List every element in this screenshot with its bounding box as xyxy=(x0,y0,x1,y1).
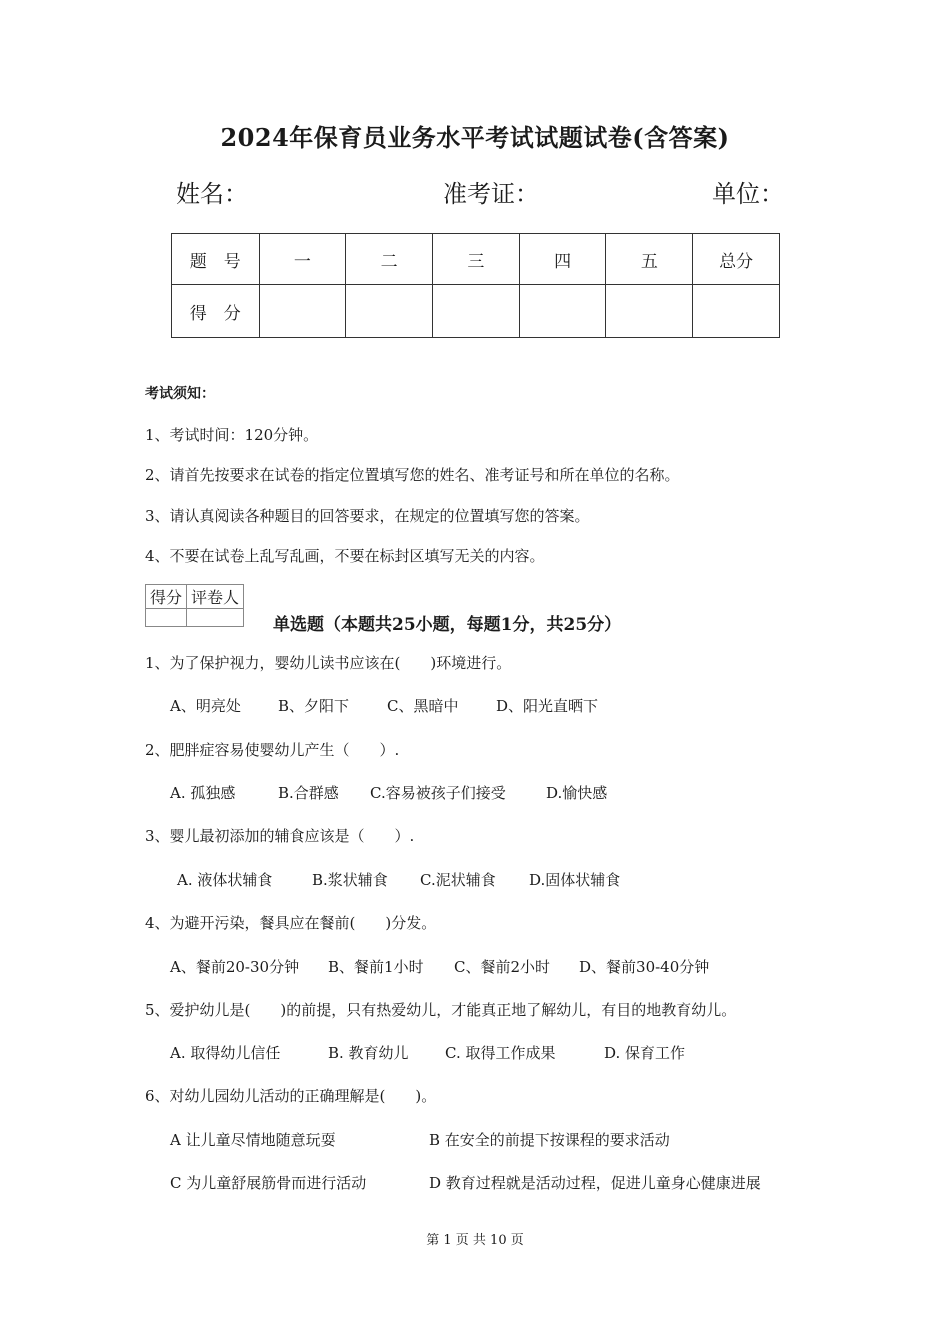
notes-item: 4、不要在试卷上乱写乱画，不要在标封区填写无关的内容。 xyxy=(145,547,545,565)
option: A. 取得幼儿信任 xyxy=(170,1044,281,1062)
question-text: 1、为了保护视力，婴幼儿读书应该在( )环境进行。 xyxy=(145,654,512,672)
name-field-label: 姓名： xyxy=(176,180,248,208)
score-table-row-label: 得 分 xyxy=(172,285,260,338)
grader-name-cell[interactable] xyxy=(187,609,244,627)
option: C.容易被孩子们接受 xyxy=(370,784,506,802)
question-text: 2、肥胖症容易使婴幼儿产生（ ）. xyxy=(145,741,400,759)
option: D、阳光直晒下 xyxy=(496,697,599,715)
page-title: 2024年保育员业务水平考试试题试卷(含答案) xyxy=(220,123,730,152)
option: C、餐前2小时 xyxy=(454,958,551,976)
score-cell[interactable] xyxy=(433,285,520,338)
notes-item: 1、考试时间：120分钟。 xyxy=(145,426,319,444)
exam-number-field-label: 准考证： xyxy=(443,180,539,208)
option: C.泥状辅食 xyxy=(420,871,496,889)
question-text: 5、爱护幼儿是( )的前提，只有热爱幼儿，才能真正地了解幼儿，有目的地教育幼儿。 xyxy=(145,1001,737,1019)
grader-table xyxy=(145,584,244,627)
score-cell[interactable] xyxy=(606,285,693,338)
option: B. 教育幼儿 xyxy=(328,1044,409,1062)
section-title: 单选题（本题共25小题，每题1分，共25分） xyxy=(273,615,622,635)
score-table-col-3: 三 xyxy=(433,234,520,285)
option: C. 取得工作成果 xyxy=(445,1044,556,1062)
option: D.固体状辅食 xyxy=(529,871,621,889)
score-cell[interactable] xyxy=(259,285,346,338)
score-cell[interactable] xyxy=(693,285,780,338)
option: D 教育过程就是活动过程，促进儿童身心健康进展 xyxy=(429,1174,761,1192)
option: C 为儿童舒展筋骨而进行活动 xyxy=(170,1174,367,1192)
notes-item: 3、请认真阅读各种题目的回答要求，在规定的位置填写您的答案。 xyxy=(145,507,590,525)
option: A. 孤独感 xyxy=(170,784,236,802)
score-table-col-total: 总分 xyxy=(693,234,780,285)
option: B.合群感 xyxy=(278,784,339,802)
option: B.浆状辅食 xyxy=(312,871,388,889)
option: A 让儿童尽情地随意玩耍 xyxy=(170,1131,336,1149)
score-table-header-label: 题 号 xyxy=(172,234,260,285)
score-table-col-1: 一 xyxy=(259,234,346,285)
option: B 在安全的前提下按课程的要求活动 xyxy=(429,1131,670,1149)
grader-table-score-label: 得分 xyxy=(146,585,187,609)
score-table-col-4: 四 xyxy=(519,234,606,285)
notes-item: 2、请首先按要求在试卷的指定位置填写您的姓名、准考证号和所在单位的名称。 xyxy=(145,466,680,484)
option: C、黑暗中 xyxy=(387,697,459,715)
option: D、餐前30-40分钟 xyxy=(579,958,710,976)
notes-heading: 考试须知： xyxy=(145,386,215,402)
option: A、餐前20-30分钟 xyxy=(170,958,300,976)
option: B、夕阳下 xyxy=(278,697,350,715)
option: D. 保育工作 xyxy=(604,1044,686,1062)
option: D.愉快感 xyxy=(546,784,608,802)
page-footer: 第 1 页 共 10 页 xyxy=(426,1233,524,1248)
score-table-header-row xyxy=(172,234,780,285)
score-cell[interactable] xyxy=(346,285,433,338)
question-text: 4、为避开污染，餐具应在餐前( )分发。 xyxy=(145,914,437,932)
score-table-col-2: 二 xyxy=(346,234,433,285)
option: A、明亮处 xyxy=(170,697,241,715)
question-text: 3、婴儿最初添加的辅食应该是（ ）. xyxy=(145,827,415,845)
option: A. 液体状辅食 xyxy=(177,871,273,889)
grader-score-cell[interactable] xyxy=(146,609,187,627)
unit-field-label: 单位： xyxy=(712,180,784,208)
score-table-score-row xyxy=(172,285,780,338)
score-cell[interactable] xyxy=(519,285,606,338)
option: B、餐前1小时 xyxy=(328,958,424,976)
grader-table-grader-label: 评卷人 xyxy=(187,585,244,609)
question-text: 6、对幼儿园幼儿活动的正确理解是( )。 xyxy=(145,1087,437,1105)
score-table xyxy=(171,233,780,338)
score-table-col-5: 五 xyxy=(606,234,693,285)
